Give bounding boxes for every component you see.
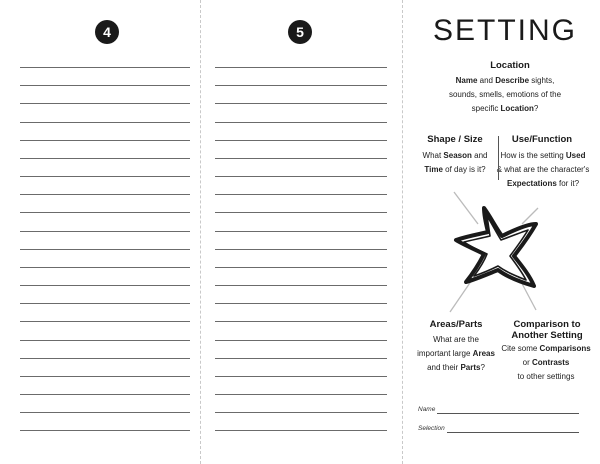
star-graphic bbox=[410, 186, 600, 316]
writing-line[interactable] bbox=[20, 340, 190, 341]
writing-line[interactable] bbox=[215, 85, 387, 86]
fold-line-right bbox=[402, 0, 403, 464]
writing-line[interactable] bbox=[215, 122, 387, 123]
selection-label: Selection bbox=[418, 425, 445, 432]
writing-line[interactable] bbox=[215, 158, 387, 159]
writing-line[interactable] bbox=[20, 194, 190, 195]
writing-line[interactable] bbox=[215, 231, 387, 232]
writing-line[interactable] bbox=[20, 212, 190, 213]
areas-parts-heading: Areas/Parts bbox=[429, 319, 483, 330]
writing-line[interactable] bbox=[215, 212, 387, 213]
page-4-panel bbox=[0, 0, 200, 464]
writing-line[interactable] bbox=[20, 358, 190, 359]
writing-line[interactable] bbox=[20, 430, 190, 431]
writing-line[interactable] bbox=[20, 249, 190, 250]
writing-line[interactable] bbox=[20, 103, 190, 104]
writing-line[interactable] bbox=[215, 394, 387, 395]
comparison-prompt: Cite some Comparisons or Contrasts to other settings bbox=[501, 344, 591, 381]
star-outline bbox=[456, 208, 536, 286]
writing-line[interactable] bbox=[20, 321, 190, 322]
writing-line[interactable] bbox=[215, 321, 387, 322]
page-5-panel bbox=[201, 0, 401, 464]
name-field-line[interactable] bbox=[437, 413, 579, 414]
shape-size-prompt: What Season and Time of day is it? bbox=[422, 151, 488, 174]
writing-line[interactable] bbox=[215, 340, 387, 341]
writing-line[interactable] bbox=[215, 140, 387, 141]
writing-line[interactable] bbox=[20, 140, 190, 141]
page-title: SETTING bbox=[432, 14, 577, 47]
writing-line[interactable] bbox=[215, 376, 387, 377]
writing-line[interactable] bbox=[20, 176, 190, 177]
name-label: Name bbox=[418, 406, 436, 413]
page-number-4: 4 bbox=[95, 20, 119, 44]
writing-line[interactable] bbox=[20, 85, 190, 86]
quadrant-divider bbox=[498, 136, 499, 180]
writing-line[interactable] bbox=[20, 122, 190, 123]
writing-line[interactable] bbox=[20, 231, 190, 232]
writing-line[interactable] bbox=[215, 358, 387, 359]
use-function-heading: Use/Function bbox=[511, 134, 573, 145]
spoke-top-right bbox=[522, 208, 538, 224]
use-function-prompt: How is the setting Used & what are the character's Expectations for it? bbox=[496, 151, 590, 188]
writing-line[interactable] bbox=[20, 394, 190, 395]
areas-parts-prompt: What are the important large Areas and their Parts? bbox=[417, 335, 495, 372]
comparison-heading: Comparison to Another Setting bbox=[511, 319, 583, 341]
spoke-top-left bbox=[454, 192, 478, 224]
writing-line[interactable] bbox=[215, 67, 387, 68]
page-number-5: 5 bbox=[288, 20, 312, 44]
writing-line[interactable] bbox=[215, 176, 387, 177]
writing-line[interactable] bbox=[215, 430, 387, 431]
writing-line[interactable] bbox=[215, 103, 387, 104]
writing-line[interactable] bbox=[215, 303, 387, 304]
writing-line[interactable] bbox=[215, 412, 387, 413]
writing-line[interactable] bbox=[20, 376, 190, 377]
writing-line[interactable] bbox=[20, 67, 190, 68]
shape-size-heading: Shape / Size bbox=[427, 134, 483, 145]
selection-field-line[interactable] bbox=[447, 432, 579, 433]
location-heading: Location bbox=[490, 60, 530, 71]
writing-line[interactable] bbox=[215, 285, 387, 286]
writing-line[interactable] bbox=[215, 249, 387, 250]
writing-line[interactable] bbox=[20, 267, 190, 268]
writing-line[interactable] bbox=[20, 412, 190, 413]
writing-line[interactable] bbox=[20, 303, 190, 304]
writing-line[interactable] bbox=[20, 158, 190, 159]
location-prompt: Name and Describe sights, sounds, smells, emotions of the specific Location? bbox=[448, 76, 562, 113]
writing-line[interactable] bbox=[215, 194, 387, 195]
writing-line[interactable] bbox=[215, 267, 387, 268]
writing-line[interactable] bbox=[20, 285, 190, 286]
